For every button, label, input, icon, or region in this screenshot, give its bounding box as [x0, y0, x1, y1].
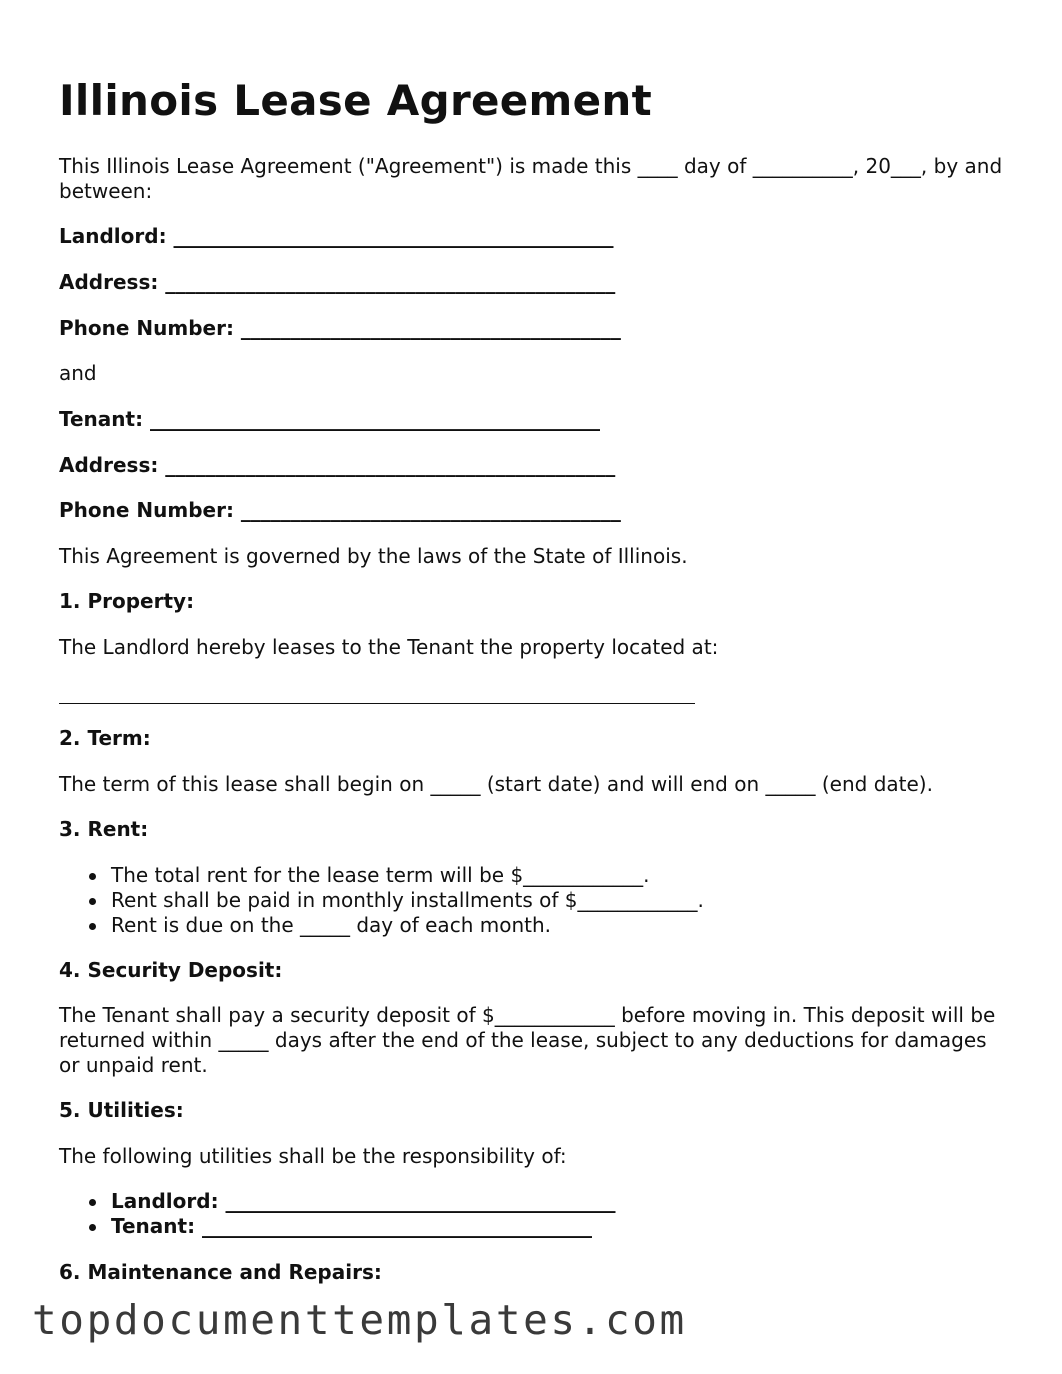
landlord-address-field: Address: _____________________________________________ — [59, 270, 616, 294]
tenant-address-field: Address: _____________________________________________ — [59, 453, 616, 477]
property-address-blank-line — [59, 703, 695, 704]
deposit-text: The Tenant shall pay a security deposit of $____________ before moving in. This deposit will be returned within _____ days after the end of the lease, subject to any deductions for damages or unpaid rent. — [59, 1003, 996, 1077]
intro-paragraph: This Illinois Lease Agreement ("Agreement") is made this ____ day of __________, 20___, by and between: — [59, 154, 1003, 203]
utilities-text: The following utilities shall be the responsibility of: — [59, 1144, 567, 1168]
utilities-list — [59, 1189, 616, 1239]
list-item: Landlord: _______________________________________ — [59, 1189, 616, 1214]
tenant-name-field: Tenant: _____________________________________________ — [59, 407, 601, 431]
section-heading-rent: 3. Rent: — [59, 817, 149, 841]
section-heading-deposit: 4. Security Deposit: — [59, 958, 283, 982]
site-watermark: topdocumenttemplates.com — [32, 1296, 687, 1344]
rent-list — [59, 863, 704, 938]
section-heading-maintenance: 6. Maintenance and Repairs: — [59, 1260, 382, 1284]
and-text: and — [59, 361, 97, 385]
list-item: Rent is due on the _____ day of each month. — [59, 913, 704, 938]
term-text: The term of this lease shall begin on _____ (start date) and will end on _____ (end date). — [59, 772, 933, 796]
section-heading-property: 1. Property: — [59, 589, 195, 613]
landlord-name-field: Landlord: ____________________________________________ — [59, 224, 614, 248]
section-heading-utilities: 5. Utilities: — [59, 1098, 184, 1122]
landlord-phone-field: Phone Number: ______________________________________ — [59, 316, 621, 340]
list-item: Tenant: _______________________________________ — [59, 1214, 616, 1239]
list-item: The total rent for the lease term will be $____________. — [59, 863, 704, 888]
page-title: Illinois Lease Agreement — [59, 76, 652, 125]
property-text: The Landlord hereby leases to the Tenant the property located at: — [59, 635, 719, 659]
section-heading-term: 2. Term: — [59, 726, 151, 750]
governing-law-text: This Agreement is governed by the laws of the State of Illinois. — [59, 544, 688, 568]
tenant-phone-field: Phone Number: ______________________________________ — [59, 498, 621, 522]
list-item: Rent shall be paid in monthly installments of $____________. — [59, 888, 704, 913]
